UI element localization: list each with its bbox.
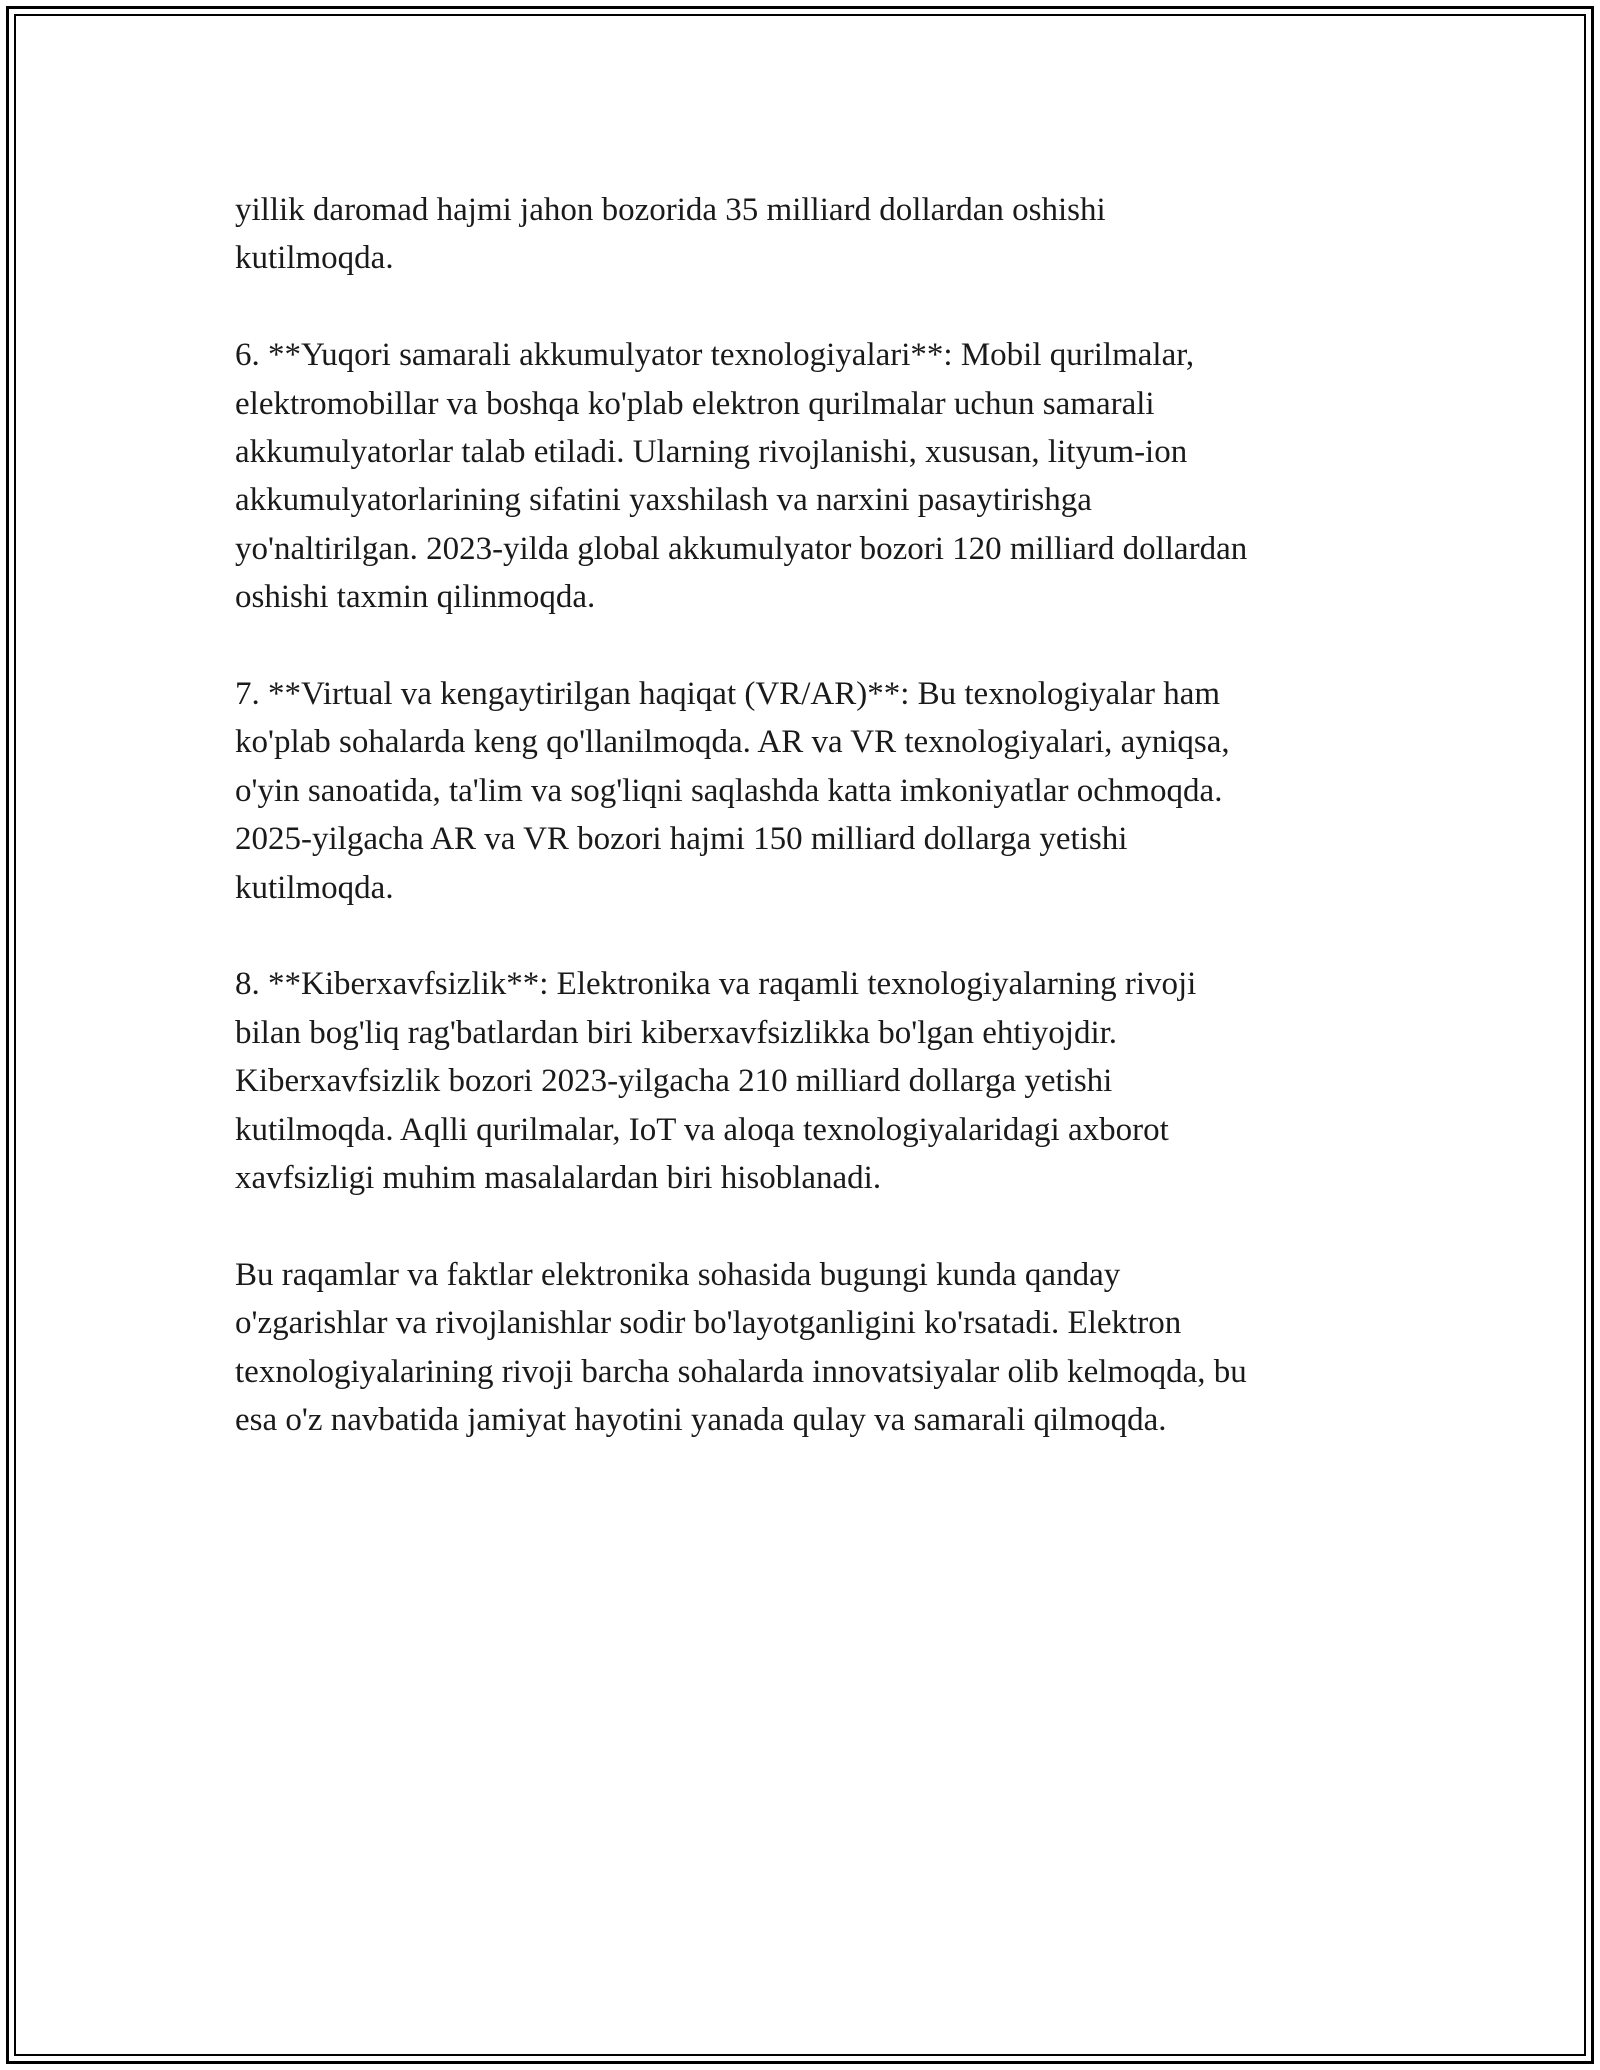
text-line: Bu raqamlar va faktlar elektronika sohasida bugungi kunda qanday — [235, 1256, 1121, 1293]
text-line: ko'plab sohalarda keng qo'llanilmoqda. AR va VR texnologiyalari, ayniqsa, — [235, 724, 1230, 761]
text-line: akkumulyatorlarining sifatini yaxshilash va narxini pasaytirishga — [235, 482, 1092, 519]
text-line: texnologiyalarining rivoji barcha sohalarda innovatsiyalar olib kelmoqda, bu — [235, 1353, 1247, 1390]
text-line: bilan bog'liq rag'batlardan biri kiberxavfsizlikka bo'lgan ehtiyojdir. — [235, 1014, 1118, 1051]
text-line: kutilmoqda. — [235, 240, 394, 277]
text-line: kutilmoqda. — [235, 869, 394, 906]
text-line: 6. **Yuqori samarali akkumulyator texnologiyalari**: Mobil qurilmalar, — [235, 337, 1195, 374]
paragraph-conclusion — [235, 1251, 1375, 1445]
text-line: 7. **Virtual va kengaytirilgan haqiqat (VR/AR)**: Bu texnologiyalar ham — [235, 676, 1221, 713]
paragraph-item-7-vr-ar — [235, 670, 1375, 912]
text-line: o'zgarishlar va rivojlanishlar sodir bo'layotganligini ko'rsatadi. Elektron — [235, 1305, 1182, 1342]
text-line: kutilmoqda. Aqlli qurilmalar, IoT va aloqa texnologiyalaridagi axborot — [235, 1111, 1169, 1148]
text-line: yillik daromad hajmi jahon bozorida 35 milliard dollardan oshishi — [235, 192, 1106, 228]
text-line: o'yin sanoatida, ta'lim va sog'liqni saqlashda katta imkoniyatlar ochmoqda. — [235, 772, 1223, 809]
paragraph-continuation — [235, 186, 1375, 283]
text-line: oshishi taxmin qilinmoqda. — [235, 579, 596, 616]
text-line: elektromobillar va boshqa ko'plab elektron qurilmalar uchun samarali — [235, 385, 1155, 422]
document-body — [235, 186, 1375, 1445]
paragraph-item-6-batteries — [235, 331, 1375, 621]
paragraph-item-8-cybersecurity — [235, 960, 1375, 1202]
text-line: Kiberxavfsizlik bozori 2023-yilgacha 210 milliard dollarga yetishi — [235, 1063, 1113, 1100]
text-line: xavfsizligi muhim masalalardan biri hisoblanadi. — [235, 1160, 882, 1197]
text-line: yo'naltirilgan. 2023-yilda global akkumulyator bozori 120 milliard dollardan — [235, 530, 1248, 567]
text-line: 8. **Kiberxavfsizlik**: Elektronika va raqamli texnologiyalarning rivoji — [235, 966, 1197, 1003]
text-line: akkumulyatorlar talab etiladi. Ularning rivojlanishi, xususan, lityum-ion — [235, 434, 1188, 471]
text-line: 2025-yilgacha AR va VR bozori hajmi 150 milliard dollarga yetishi — [235, 821, 1128, 858]
text-line: esa o'z navbatida jamiyat hayotini yanada qulay va samarali qilmoqda. — [235, 1402, 1167, 1439]
